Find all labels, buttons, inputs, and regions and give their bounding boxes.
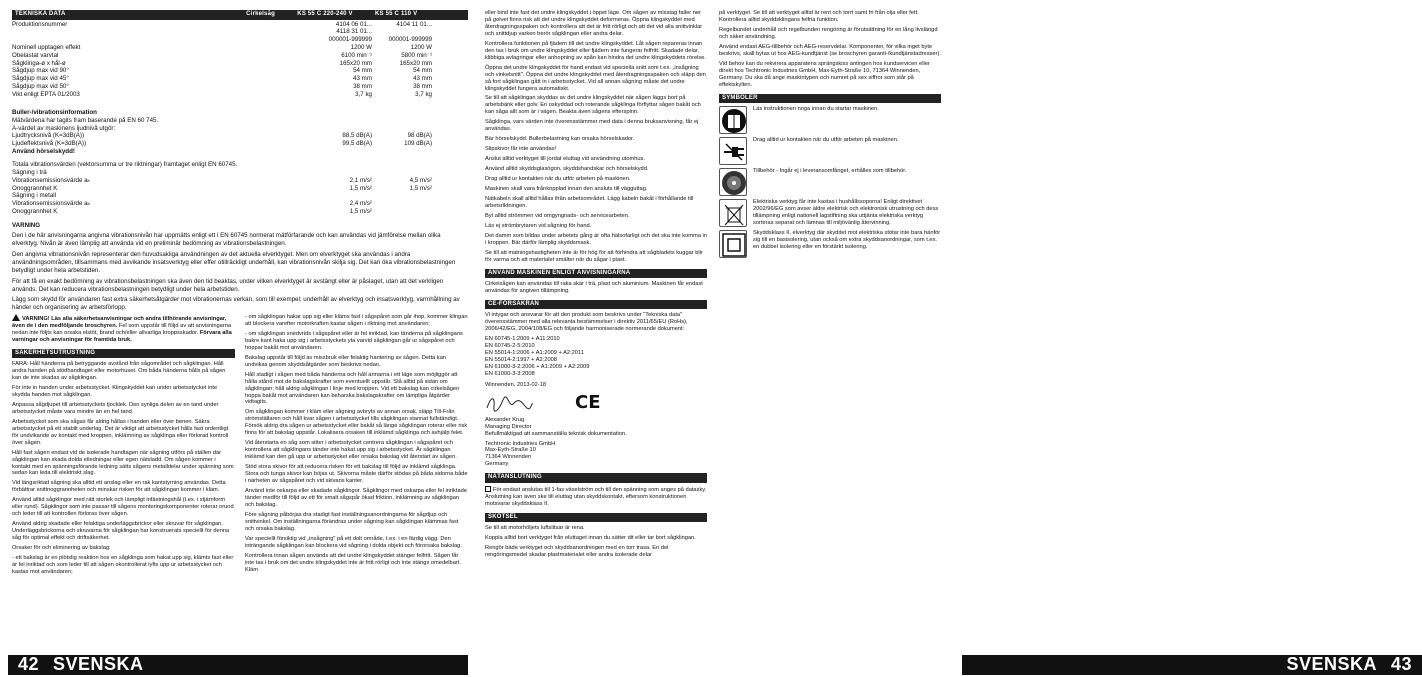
tech-data-header [12, 10, 468, 20]
row-label: Sågdjup max vid 45° [12, 75, 69, 83]
paragraph: Använd aldrig skadade eller felaktiga underläggsbrickor eller skruvar för sågklingan. Underläggsbrickorna och skruvarna för sågklingan har konstruerats speciellt för denna såg för optimal effekt och driftsäkerhet. [12, 521, 230, 542]
paragraph: Regelbundet underhåll och regelbunden rengöring är förutsättning för en lång livslängd och säker användning. [719, 26, 938, 40]
row-value-2 [372, 200, 432, 208]
paragraph: - om sågklingan hakar upp sig eller kläms fast i sågspåret som går ihop, kommer klingan att blockera varefter motorkraften kastar sågen i riktning mot användaren; [245, 314, 468, 327]
symbol-row [719, 199, 941, 227]
page-language: SVENSKA [1286, 654, 1377, 675]
row-label: Vikt enligt EPTA 01/2003 [12, 90, 80, 98]
row-label [12, 36, 212, 44]
paragraph: Se till att matningshastigheten inte är för hög för att förhindra att sågbladets kuggar blir för varma och att materialet smälter när du sågar i plast. [485, 249, 703, 263]
vibration-intro: Totala vibrationsvärden (vektorsumma ur tre riktningar) framtaget enligt EN 60745. [12, 160, 238, 168]
row-label: Onoggrannhet K [12, 208, 58, 216]
table-row [12, 28, 468, 36]
row-label: Sågdjup max vid 50° [12, 83, 69, 91]
varning-title: VARNING [12, 221, 41, 229]
table-row [12, 75, 468, 83]
row-value-1: 3,7 kg [355, 90, 372, 98]
tech-data-model-2: KS 55 C 110 V [375, 11, 418, 17]
row-value-1: 4104 06 01... [335, 20, 372, 28]
text-line: EN 55014-1:2006 + A1:2009 + A2:2011 [485, 349, 584, 356]
maintenance-header: SKÖTSEL [485, 513, 707, 522]
row-value-2: 000001-999999 [388, 36, 432, 44]
mains-connection-text: För endast anslutas till 1-fas växelström och till den spänning som anges på datasky. Anslutning kan även ske till eluttag utan skyddskontakt, eftersom konstruktionen motsvarar skyddsklass II. [485, 486, 707, 507]
paragraph: Rengör bäde verktyget och skyddsanordningen med en torr trasa. En del rengöringsmedel skadar plastmaterialet eller andra isolerade delar [485, 544, 669, 558]
row-label: Onoggrannhet K [12, 184, 58, 192]
signatory-name: Alexander Krug [485, 416, 525, 423]
signature-row [485, 389, 707, 417]
table-row [12, 36, 468, 44]
paragraph: Arbetsstycket som ska sågas får aldrig hållas i handen eller över benen. Säkra arbetsstycket på ett stabilt underlag. Det är viktigt att arbetsstycket hålls fast ordentligt för undvikande av kontakt med kroppen, inklämning av sågklinga eller förlorad kontroll över sågen. [12, 418, 229, 446]
paragraph: Före sågning påbörjas dra stadigt fast inställningsanordningarna för sågdjup och snittvinkel. Om inställningarna förändras under sågning kan sågklingan klämmas fast och orsaka bakslag. [245, 511, 459, 532]
row-value-2: 4,5 m/s² [409, 176, 432, 184]
ce-declaration-header: CE-FÖRSÄKRAN [485, 300, 707, 309]
paragraph: eller bind inte fast det undre klingskyddet i öppet läge. Om sågen av misstag faller ner på golvet finns risk att det undre klingskyddet deformeras. Öppna klingskyddet med återdragningsspaken och kontrollera att det är fritt rörligt och att det vid alla snittvinklar och snittdjup varken berör sågklingan eller andra delar. [485, 10, 703, 37]
paragraph: - om sågklingan snedvrids i sågspåret eller är fel inriktad, kan tänderna på sågklingans bakre kant haka upp sig i arbetsstyckets yta varvid sågklingan går ur sågspåret och hoppar bakåt mot användaren. [245, 330, 463, 351]
row-label: Ljudtrycksnivå (K=3dB(A)) [12, 132, 85, 140]
text-line: EN 61000-3-2:2006 + A1:2009 + A2:2009 [485, 363, 590, 370]
warning-icon [12, 314, 20, 321]
noise-protect: Använd hörselskydd! [12, 148, 75, 156]
paragraph: Använd alltid sågklingor med rätt storlek och lämpligt infästningshål (t.ex. i stjärnform eller rund). Sågklingor som inte passar till sågens monteringskomponenter roterar orund och leder till att kontrollen förloras över sågen. [12, 497, 234, 518]
vibration-metal-table [12, 200, 468, 216]
paragraph: Håll fast sågen endast vid de isolerade handtagen när sågning utförs på ställen där sågklingan kan skada dolda elledningar eller egen nätsladd. Om sågen kommer i kontakt med en spänningsförande ledning sätts sågens metalldelar under spänning som sedan kan leda till elektriskt slag. [12, 449, 234, 477]
text-line: EN 55014-2:1997 + A2:2008 [485, 356, 557, 363]
safety-equipment-header: SÄKERHETSUTRUSTNING [12, 349, 235, 358]
paragraph: Vid behov kan du rekvirera apparatens sprängskiss antingen hos kundservicen eller direkt hos Techtronic Industries GmbH, Max-Eyth-Straße 10, 71364 Winnenden, Germany. Du ska då ange maskintypen och numret på sex siffror som står på effektskylten. [719, 60, 930, 88]
paragraph: Se till att motorhöljets luftslitsar är rena. [485, 524, 585, 531]
paragraph: Använd endast AEG-tillbehör och AEG-reservdelar. Komponenter, för vilka inget byte beskrivs, skall bytas ut hos AEG-kundtjänst (se broschyren garanti-/kundtjänstadresser). [719, 43, 941, 57]
symbols-header: SYMBOLER [719, 94, 941, 103]
right-col-b [719, 10, 941, 261]
text-line: Germany [485, 461, 509, 468]
row-value-1: 38 mm [353, 83, 372, 91]
varning-para: Den angivna vibrationsnivån representerar den huvudsakliga användningen av det aktuella elverktyget. Men om elverktyget ska användas i andra användningsområden, tillsammans med avvikande insatsverktyg eller effer otillräckligt underhåll, kan vibrationsnivån skilja sig. Det kan öka vibrationsbelastningen betydligt under hela arbetstiden. [12, 250, 456, 274]
ce-declaration-text: Vi intygar och ansvarar för att den produkt som beskrivs under "Tekniska data" överensstämmer med alla relevanta bestämmelser i direktiv 2011/65/EU (RoHs), 2006/42/EG, 2004/108/EG och följande harmoniserade normerande dokument: [485, 312, 688, 333]
row-value-1: 1,5 m/s² [349, 208, 372, 216]
row-value-1: 43 mm [353, 75, 372, 83]
table-row [12, 21, 468, 29]
page-number: 42 [18, 654, 40, 675]
norms-list [485, 336, 707, 378]
safety-keep: Förvara alla varningar och anvisningar för framtida bruk. [12, 329, 232, 343]
row-value-2: 54 mm [413, 67, 432, 75]
table-row [12, 177, 468, 185]
page-number: 43 [1390, 654, 1412, 675]
table-row [12, 44, 468, 52]
paragraph: Läs ej strömbrytaren vid sågning för hand. [485, 222, 592, 229]
paragraph: Var speciellt försiktig vid „insågning" på ett dolt område, t.ex. i en färdig vägg. Den inträngande sågklingan kan blockera vid sågning i dolda objekt och förorsaka bakslag. [245, 535, 462, 549]
row-label: Ljudeffektsnivå (K=3dB(A)) [12, 140, 87, 148]
table-row [12, 132, 468, 140]
left-col-b [245, 314, 468, 579]
row-value-2: 4104 11 01... [396, 20, 432, 28]
row-value-1: 000001-999999 [328, 36, 372, 44]
row-value-1: 1200 W [350, 44, 372, 52]
kickback-paragraphs [245, 314, 468, 573]
row-label [12, 28, 212, 36]
vibration-wood-title: Sägning i trä [12, 168, 47, 176]
paragraph: Se till att sågklingan skyddas av det undre klingskyddet när sågen läggs bort på arbetsbänk eller golv. En oskyddad och roterande sågklinga förflyttar sågen bakåt och kan såga allt som är i vägen. Beakta även sågens efterspinn. [485, 95, 701, 116]
company-address [485, 441, 707, 469]
tech-data-col-label: Cirkelsåg [246, 11, 275, 17]
paragraph: FARA: Håll händerna på betryggande avstånd från sågområdet och sågklingan. Håll andra handen på stödhandtaget eller motorhuset. Om båda händerna hålls på sågen kan de inte skadas av sågklingan. [12, 361, 226, 382]
row-value-1: 165x20 mm [339, 59, 372, 67]
maintenance-paragraphs [485, 525, 707, 559]
tech-data-table [12, 21, 468, 99]
symbols-list [719, 106, 941, 258]
read-manual-icon [719, 106, 747, 134]
paragraph: Byt alltid strömmen vid omgyngnads- och servicearbeten. [485, 212, 630, 219]
varning-para: För att få en exakt bedömning av vibrationsbelastningen ska även den tid beaktas, under vilken elverktyget är avstängt eller är påslaget, utan att det verkligen används. Det kan reducera vibrationsbelastningen betydligt under hela arbetstiden. [12, 277, 444, 293]
row-value-1: 1,5 m/s² [349, 184, 372, 192]
symbol-description: Tillbehör - Ingår ej i leveransomfånget, erhålles som tillbehör. [753, 167, 907, 174]
row-label: Sågklinga-ø x hål-ø [12, 59, 66, 67]
noise-table [12, 132, 468, 148]
table-row [12, 200, 468, 208]
row-value-2: 5800 min⁻¹ [401, 51, 432, 59]
symbol-description: Elektriska verktyg får inte kastas i hushållssoporna! Enligt direktivet 2002/96/EG som avser äldre elektrisk och elektronisk utrustning och dess tillämpning enligt nationell lagstiftning ska uttjänta elektriska verktyg sorteras separat och lämnas till miljövänlig återvinning. [753, 198, 939, 226]
text-line: Max-Eyth-Straße 10 [485, 447, 536, 454]
paragraph: Koppla alltid bort verktyget från eluttaget innan du sätter dit eller tar bort sågklingan. [485, 534, 696, 541]
row-value-2: 165x20 mm [399, 59, 432, 67]
maintenance-paragraphs-continued [719, 10, 941, 89]
paragraph: Anpassa sågdjupet till arbetsstyckets tjocklek. Den synliga delen av en tand under arbetsstycket måste vara mindre än en hel tand. [12, 401, 219, 415]
table-row [12, 185, 468, 193]
paragraph: Slipskivor får inte användas! [485, 146, 557, 153]
row-value-2: 38 mm [413, 83, 432, 91]
table-row [12, 67, 468, 75]
symbol-description: Drag alltid ur kontakten när du utför arbeten på maskinen. [753, 136, 899, 143]
signatory-role: Managing Director [485, 423, 532, 430]
vibration-section [12, 161, 468, 216]
noise-line: Mätvärdena har tagits fram baserande på EN 60 745. [12, 116, 159, 124]
row-value-2: 98 dB(A) [407, 132, 432, 140]
paragraph: Bakslag uppstår till följd av missbruk eller felaktig hantering av sågen. Detta kan undvikas genom skyddsåtgärder som beskrivs nedan. [245, 354, 447, 368]
paragraph: Anslut alltid verktyget till jordat eluttag vid användning utomhus. [485, 156, 645, 163]
row-label: Nominell upptagen effekt [12, 44, 81, 52]
row-value-2: 109 dB(A) [404, 140, 432, 148]
class-ii-small-icon [485, 486, 491, 492]
left-footer [8, 655, 468, 675]
ce-mark: CE [575, 391, 601, 413]
row-label: Vibrationsemissionsvärde aₕ [12, 200, 91, 208]
row-label: Produktionsnummer [12, 20, 68, 28]
left-top-column [12, 10, 468, 315]
safety-warning-rest: Fel som uppstår till följd av att anvisningarna nedan inte följts kan orsaka elstöt, brand och/eller allvarliga kroppsskador. [12, 322, 232, 336]
authorization-text: Befullmäktigad att sammanställa teknisk dokumentation. [485, 430, 627, 437]
paragraph: Det damm som bildas under arbetets gång är ofta hälsofarligt och det ska inte komma in i kroppen. Bär därför lämplig skyddsmask. [485, 232, 707, 246]
mains-connection-header: NÄTANSLUTNING [485, 473, 707, 482]
paragraph: Nätkabeln skall alltid hållas ifrån arbetsområdet. Lägg kabeln bakåt i förhållande till arbetsriktningen. [485, 195, 694, 209]
intended-use-header: ANVÄND MASKINEN ENLIGT ANVISNINGARNA [485, 269, 707, 278]
noise-section [12, 109, 468, 156]
row-value-1: 2,4 m/s² [349, 200, 372, 208]
safety-warning: VARNING! Läs alla säkerhetsanvisningar och andra tillhörande anvisningar, även de i den medföljande broschyren. [12, 316, 227, 329]
unplug-icon [719, 137, 747, 165]
paragraph: Maskinen skall vara frånkopplad innan den ansluts till vägguttag. [485, 186, 648, 193]
paragraph: Om sågklingan kommer i kläm eller sågning avbryts av annan orsak, släpp Till-Från strömställaren och håll kvar sågen i arbetsstycket tills sågklingan stannat fullständigt. Försök aldrig dra sågen ur arbetsstycket eller bakåt så länge sågklingan roterar eller risk finns för att bakslag uppstår. Lokalisera orsaken till inklämd sågklinga och avhjälp felet. [245, 409, 468, 437]
paragraph: Orsaker för och eliminering av bakslag: [12, 545, 111, 552]
page-language: SVENSKA [53, 654, 144, 675]
safety-paragraphs-continued [485, 10, 707, 264]
paragraph: Sågklinga, vars värden inte överensstämmer med data i denna bruksanvisning, får ej användas. [485, 119, 699, 133]
paragraph: Håll stadigt i sågen med båda händerna och håll armarna i ett läge som möjliggör att hålla stånd mot de bakslagskrafter som eventuellt uppstår. Stå alltid på sidan om sågklingan; håll aldrig sågklingan i linje med kroppen. Vid ett bakslag kan cirkelsågen hoppa bakåt mot användaren kan beharska bakslagskrafter om lämpliga åtgärder vidtagits. [245, 371, 460, 406]
row-value-1: 54 mm [353, 67, 372, 75]
noise-title: Buller-/vibrationsinformation [12, 108, 97, 116]
left-bottom-columns [12, 314, 468, 579]
vibration-wood-table [12, 177, 468, 193]
paragraph: Drag alltid ur kontakten när du utför arbeten på maskinen. [485, 176, 631, 183]
varning-para: Lägg som skydd för användaren fast extra säkerhetsåtgärder mot vibrationernas verkan, som till exempel: underhåll av elverktyg och insatsverktyg, varmhållning av händer och organisering av arbetsförlopp. [12, 296, 460, 312]
table-row [12, 140, 468, 148]
varning-section [12, 222, 468, 312]
row-label: Vibrationsemissionsvärde aₕ [12, 176, 91, 184]
varning-para: Den i de här anvisningarna angivna vibrationsnivån har uppmätts enligt ett i EN 60745 normerat mätförfarande och kan användas vid jämförelse mellan olika elverktyg. Nivån är även lämplig att använda vid en preliminär bedömning av vibrationsbelastningen. [12, 231, 441, 247]
row-value-1: 2,1 m/s² [349, 176, 372, 184]
paragraph: Vid återstarta en såg som sitter i arbetsstycket centrera sågklingan i sågspåret och kontrollera att sågklingans tänder inte hakat upp sig i arbetsstycket. Är sågklingan inklämd kan den gå upp ur arbetsstycket eller orsaka bakslag vid återstart av sågen. [245, 440, 457, 461]
row-value-1: 6100 min⁻¹ [341, 51, 372, 59]
paragraph: För inte in handen under arbetsstycket. Klingskyddet kan under arbetsstycket inte skydda handen mot sågklingan. [12, 384, 218, 398]
row-value-2: 1200 W [410, 44, 432, 52]
row-value-2: 3,7 kg [415, 90, 432, 98]
left-col-a [12, 314, 235, 579]
intended-use-text: Cirkelsågen kan användas till raka skär i trä, plast och aluminium. Maskinen får endast användas för angiven tillämpning. [485, 280, 703, 294]
row-label: Sågdjup max vid 90° [12, 67, 69, 75]
class-ii-icon [719, 230, 747, 258]
paragraph: Öppna det undre klingskyddet för hand endast vid speciella snitt som t.ex. „insågning och vinkelsnitt". Öppna det undre klingskyddet med återdragningsspaken och släpp den så fort sågklingan gått in i arbetsstycket. Vid all annan sågning måste det undre klingskyddet fungera automatiskt. [485, 64, 706, 92]
row-value-1: 88,5 dB(A) [342, 132, 372, 140]
left-page [0, 0, 477, 677]
paragraph: Använd alltid skyddsglasögon, skyddshandskar och hörselskydd. [485, 166, 649, 173]
right-footer [962, 655, 1422, 675]
row-value-2: 1,5 m/s² [409, 184, 432, 192]
signature-image [485, 392, 535, 414]
row-value-2: 43 mm [413, 75, 432, 83]
table-row [12, 60, 468, 68]
declaration-place-date: Winnenden, 2013-02-18 [485, 381, 547, 388]
symbol-row [719, 230, 941, 258]
paragraph: Använd inte oskarpa eller skadade sågklingor. Sågklingor med oskarpa eller fel inriktade tänder medför till följd av ett för smalt sågspår ökad friktion, inklämning av sågklingan och bakslag. [245, 487, 467, 508]
safety-paragraphs [12, 361, 235, 576]
symbol-row [719, 106, 941, 134]
symbol-description: Skyddsklass II, elverktyg där skyddet mot elektriska stötar inte bara hänför sig till en basisolering, utan också om extra skyddsanordningar, som t.ex. en dubbel isolering eller en förstärkt isolering. [753, 229, 941, 250]
symbol-row [719, 168, 941, 196]
row-value-1: 99,5 dB(A) [342, 140, 372, 148]
row-value-2 [372, 208, 432, 216]
tech-data-title: TEKNISKA DATA [15, 11, 66, 17]
paragraph: Kontrollera innan sågen används att det undre klingskyddet stänger felfritt. Sågen får inte tas i bruk om det undre klingskyddet inte är fritt rörligt och inte stängs omedelbart. Kläm [245, 552, 461, 573]
symbol-description: Läs instruktionen noga innan du startar maskinen. [753, 105, 879, 112]
row-value-2 [372, 28, 432, 36]
text-line: EN 60745-1:2009 + A11:2010 [485, 335, 560, 342]
right-page [477, 0, 1412, 677]
paragraph: Kontrollera funktionen på fjädern till det undre klingskyddet. Låt sågen repareras innan den tas i bruk om undre klingskyddet eller fjädern inte fungerar felfritt. Skadade delar, klibbiga avlagringar eller anhopning av spån kan hindra det undre klingskyddets rörelse. [485, 40, 707, 61]
row-label: Obelastat varvtal [12, 51, 59, 59]
weee-bin-icon [719, 199, 747, 227]
accessory-icon [719, 168, 747, 196]
vibration-metal-title: Sägning i metall [12, 192, 57, 200]
tech-data-model-1: KS 55 C 220-240 V [297, 11, 353, 17]
noise-line: A-värdet av maskinens ljudnivå utgör: [12, 124, 116, 132]
paragraph: Vid längsriktad sågning ska alltid ett anslag eller en rak kantstyrning användas. Detta förbättrar snittnoggrannheten och minskar risken för att sågklingan kommer i kläm. [12, 480, 226, 494]
paragraph: på verktyget. Se till att verktyget alltid är rent och torrt samt fri från olja eller fett. Kontrollera alltid skyddsklingans felfria funktion. [719, 10, 919, 23]
table-row [12, 52, 468, 60]
text-line: EN 60745-2-5:2010 [485, 342, 535, 349]
paragraph: Stöd stora skivor för att reducera risken för ett bakslag till följd av inklämd sågklinga. Stora och tunga skivor kan böjas ut. Skivorna måste därför stödas på båda sidorna både i närheten av sågspåret och vid skivans kanter. [245, 464, 468, 485]
paragraph: Bär hörselskydd. Bullerbelastning kan orsaka hörselskador. [485, 136, 635, 143]
text-line: Techtronic Industries GmbH [485, 440, 556, 447]
table-row [12, 208, 468, 216]
table-row [12, 83, 468, 91]
paragraph: - ett bakslag är en plötslig reaktion hos en sågklinga som hakat upp sig, klämts fast eller är fel inriktad och som leder till att sågen okontrollerat lyfts upp ur arbetsstycket och kastas mot användaren; [12, 555, 234, 575]
text-line: EN 61000-3-3:2008 [485, 370, 535, 377]
row-value-1: 4118 31 01... [336, 28, 372, 36]
table-row [12, 91, 468, 99]
right-col-a [485, 10, 707, 562]
text-line: 71364 Winnenden [485, 454, 532, 461]
symbol-row [719, 137, 941, 165]
